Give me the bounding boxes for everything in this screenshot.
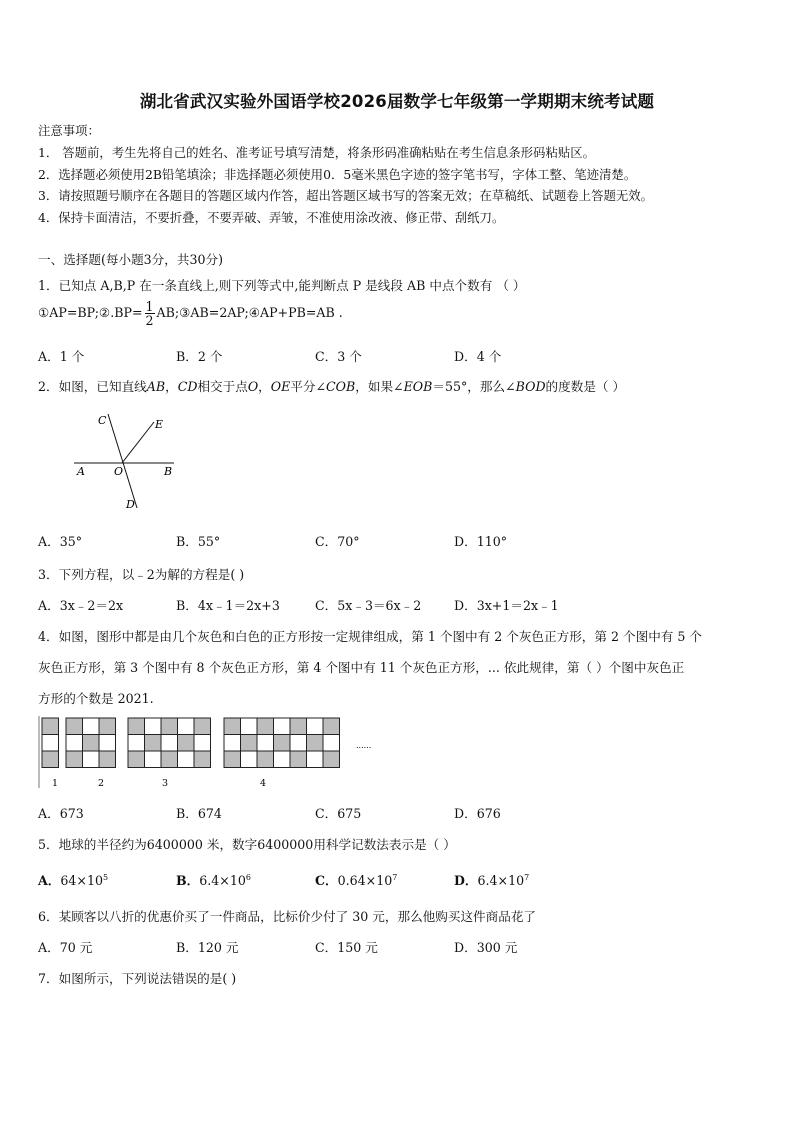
q1-cond-b: AB;③AB=2AP;④AP+PB=AB .: [156, 305, 343, 320]
gray-square: [42, 751, 59, 768]
line-cd: [108, 414, 137, 508]
q4-stem-line-3: 方形的个数是 2021.: [38, 691, 154, 706]
q1-option-b: B．2 个: [176, 349, 223, 364]
gray-square: [66, 751, 83, 768]
option-exponent: 5: [102, 873, 109, 882]
gray-square: [290, 751, 307, 768]
q2-sep: ，: [165, 379, 178, 394]
q3-option-c: C．5x﹣3＝6x﹣2: [315, 598, 422, 613]
q1-stem: 1．已知点 A,B,P 在一条直线上,则下列等式中,能判断点 P 是线段 AB 中点个数有 （ ）: [38, 278, 526, 293]
q6-option-b: B．120 元: [176, 940, 239, 955]
option-base: 6.4×10: [199, 873, 246, 888]
q4-option-c: C．675: [315, 806, 362, 821]
gray-square: [257, 751, 274, 768]
q2-angle-eob: EOB: [403, 379, 433, 394]
label-b: B: [164, 465, 173, 478]
gray-square: [290, 718, 307, 735]
option-letter: B．: [176, 873, 200, 888]
q6-stem: 6．某顾客以八折的优惠价买了一件商品，比标价少付了 30 元，那么他购买这件商品花了: [38, 909, 537, 924]
white-square: [290, 735, 307, 752]
q4-stem-line-2: 灰色正方形，第 3 个图中有 8 个灰色正方形，第 4 个图中有 11 个灰色正方形，... 依此规律，第（ ）个图中灰色正: [38, 660, 685, 675]
white-square: [323, 735, 340, 752]
fraction-half: [145, 300, 155, 327]
gray-square: [99, 751, 116, 768]
q2-stem-c: 平分∠: [290, 379, 327, 394]
figure-label-3: 3: [162, 778, 169, 789]
option-letter: A．: [38, 873, 61, 888]
q1-option-d: D．4 个: [454, 349, 502, 364]
q2-figure: [70, 408, 190, 516]
white-square: [307, 718, 324, 735]
q5-option-d: [454, 870, 529, 889]
q2-option-d: D．110°: [454, 534, 508, 549]
white-square: [224, 735, 241, 752]
q3-option-b: B．4x﹣1＝2x+3: [176, 598, 280, 613]
q4-stem-line-1: 4．如图，图形中都是由几个灰色和白色的正方形按一定规律组成，第 1 个图中有 2 个灰色正方形，第 2 个图中有 5 个: [38, 629, 702, 644]
gray-square: [307, 735, 324, 752]
gray-square: [323, 718, 340, 735]
q1-conditions: [38, 300, 343, 327]
q2-option-c: C．70°: [315, 534, 360, 549]
option-letter: D．: [454, 873, 478, 888]
note-item-4: 4．保持卡面清洁，不要折叠，不要弄破、弄皱，不准使用涂改液、修正带、刮纸刀。: [38, 210, 505, 225]
white-square: [83, 751, 100, 768]
q2-point-o: O: [247, 379, 259, 394]
fraction-numerator: 1: [145, 299, 154, 314]
q2-option-a: A．35°: [38, 534, 83, 549]
q2-stem-f: 的度数是（ ）: [545, 379, 626, 394]
label-c: C: [98, 414, 107, 427]
q5-option-a: [38, 870, 108, 889]
q4-option-d: D．676: [454, 806, 501, 821]
gray-square: [274, 735, 291, 752]
q3-option-a: A．3x﹣2＝2x: [38, 598, 124, 613]
gray-square: [178, 735, 195, 752]
q2-ray-oe: OE: [270, 379, 291, 394]
gray-square: [83, 735, 100, 752]
q2-sep2: ，: [258, 379, 271, 394]
q2-angle-cob: COB: [326, 379, 356, 394]
q4-option-a: A．673: [38, 806, 84, 821]
q7-stem: 7．如图所示，下列说法错误的是( ): [38, 971, 237, 986]
gray-square: [224, 751, 241, 768]
white-square: [178, 751, 195, 768]
white-square: [128, 735, 145, 752]
option-exponent: 7: [392, 873, 398, 882]
gray-square: [128, 751, 145, 768]
q1-option-c: C．3 个: [315, 349, 362, 364]
option-exponent: 7: [524, 873, 530, 882]
q6-option-a: A．70 元: [38, 940, 93, 955]
gray-square: [128, 718, 145, 735]
q1-cond-a: ①AP=BP;②.BP=: [38, 305, 143, 320]
q2-option-b: B．55°: [176, 534, 221, 549]
white-square: [274, 751, 291, 768]
option-exponent: 6: [245, 873, 251, 882]
gray-square: [99, 718, 116, 735]
white-square: [42, 735, 59, 752]
white-square: [83, 718, 100, 735]
white-square: [307, 751, 324, 768]
gray-square: [145, 735, 162, 752]
q4-option-b: B．674: [176, 806, 222, 821]
white-square: [241, 751, 258, 768]
label-d: D: [126, 498, 135, 511]
figure-label-4: 4: [260, 778, 267, 789]
gray-square: [194, 751, 211, 768]
white-square: [66, 735, 83, 752]
option-base: 6.4×10: [477, 873, 525, 888]
q2-angle-bod: BOD: [515, 379, 546, 394]
option-base: 64×10: [60, 873, 103, 888]
label-e: E: [155, 418, 164, 431]
section-heading: 一、选择题(每小题3分，共30分): [38, 252, 223, 267]
q3-stem: 3．下列方程，以﹣2为解的方程是( ): [38, 567, 245, 582]
q5-stem: 5．地球的半径约为6400000 米，数字6400000用科学记数法表示是（ ）: [38, 837, 456, 852]
note-item-3: 3．请按照题号顺序在各题目的答题区域内作答，超出答题区域书写的答案无效；在草稿纸、试题卷上答题无效。: [38, 188, 654, 203]
white-square: [161, 735, 178, 752]
white-square: [274, 718, 291, 735]
label-o: O: [114, 465, 124, 478]
q6-option-d: D．300 元: [454, 940, 518, 955]
gray-square: [66, 718, 83, 735]
note-item-1: 1． 答题前，考生先将自己的姓名、准考证号填写清楚，将条形码准确粘贴在考生信息条形码粘贴区。: [38, 145, 596, 160]
white-square: [194, 735, 211, 752]
gray-square: [161, 751, 178, 768]
label-a: A: [77, 465, 85, 478]
gray-square: [42, 718, 59, 735]
note-item-2: 2．选择题必须使用2B铅笔填涂；非选择题必须使用0．5毫米黑色字迹的签字笔书写，字体工整、笔迹清楚。: [38, 167, 637, 182]
q2-stem-d: ，如果∠: [355, 379, 404, 394]
white-square: [257, 735, 274, 752]
white-square: [178, 718, 195, 735]
page-title: 湖北省武汉实验外国语学校2026届数学七年级第一学期期末统考试题: [139, 92, 655, 111]
q4-pattern-figure: [36, 714, 386, 792]
white-square: [99, 735, 116, 752]
q2-stem-a: 2．如图，已知直线: [38, 379, 147, 394]
q2-line-cd: CD: [177, 379, 198, 394]
fraction-denominator: 2: [145, 313, 154, 328]
figure-label-1: 1: [52, 778, 59, 789]
gray-square: [224, 718, 241, 735]
gray-square: [161, 718, 178, 735]
gray-square: [241, 735, 258, 752]
q6-option-c: C．150 元: [315, 940, 378, 955]
gray-square: [194, 718, 211, 735]
q2-stem: [38, 376, 625, 395]
gray-square: [323, 751, 340, 768]
option-letter: C．: [315, 873, 338, 888]
q2-stem-b: 相交于点: [197, 379, 248, 394]
gray-square: [257, 718, 274, 735]
ray-oe: [122, 422, 154, 463]
q2-line-ab: AB: [146, 379, 166, 394]
q5-option-c: [315, 870, 397, 889]
notes-header: 注意事项：: [38, 123, 100, 138]
q1-option-a: A．1 个: [38, 349, 85, 364]
option-base: 0.64×10: [337, 873, 393, 888]
white-square: [145, 751, 162, 768]
q3-option-d: D．3x+1＝2x﹣1: [454, 598, 559, 613]
white-square: [145, 718, 162, 735]
figure-label-2: 2: [98, 778, 105, 789]
q5-option-b: [176, 870, 251, 889]
continuation-dots: ......: [356, 741, 372, 750]
white-square: [241, 718, 258, 735]
q2-stem-e: ＝55°，那么∠: [432, 379, 516, 394]
